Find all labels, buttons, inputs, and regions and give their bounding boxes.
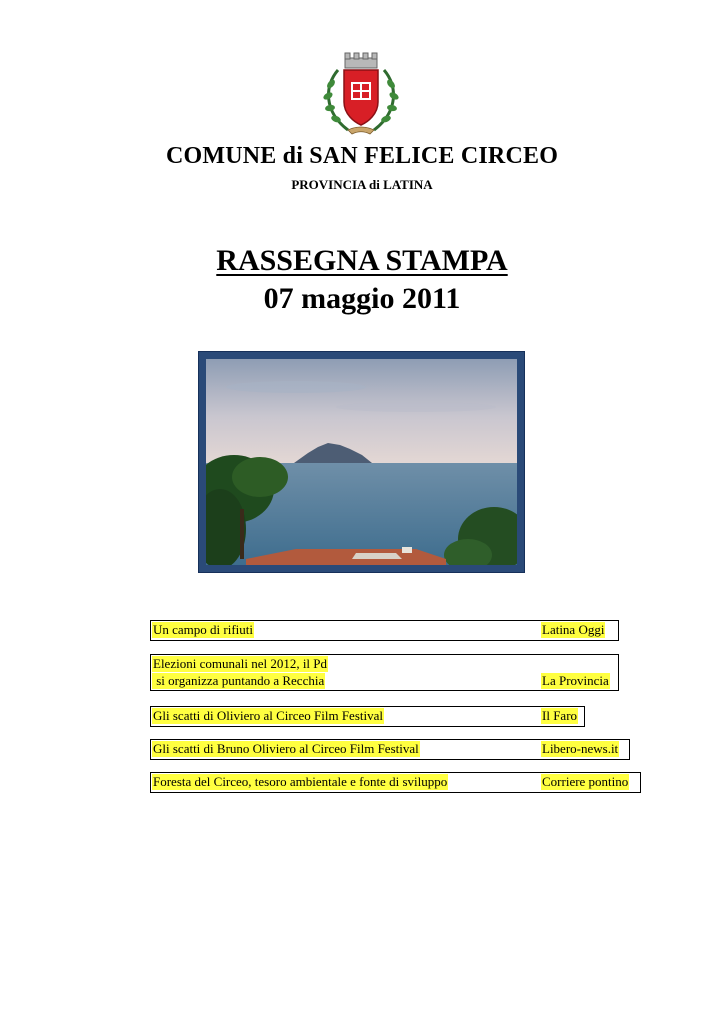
entry-headline: Gli scatti di Oliviero al Circeo Film Festival: [153, 708, 383, 723]
province-name: PROVINCIA di LATINA: [291, 177, 433, 192]
entry-headline: Un campo di rifiuti: [153, 622, 254, 637]
entry-source: Corriere pontino: [542, 774, 629, 789]
entry-headline: Foresta del Circeo, tesoro ambientale e fonte di sviluppo: [153, 774, 448, 789]
sea-view-photo: [206, 359, 517, 565]
document-title-text: RASSEGNA STAMPA: [216, 244, 508, 277]
entry-source: Il Faro: [542, 708, 578, 723]
photo-frame: [198, 351, 525, 573]
entry-source: Libero-news.it: [542, 741, 619, 756]
entry-headline: Elezioni comunali nel 2012, il Pd: [153, 656, 328, 671]
entry-source: Latina Oggi: [542, 622, 605, 637]
press-entry: [150, 620, 619, 641]
entry-headline-continued: si organizza puntando a Recchia: [153, 673, 325, 688]
press-entry: [150, 706, 585, 727]
press-entry: [150, 654, 619, 691]
press-entry: [150, 739, 630, 760]
entry-source: La Provincia: [542, 673, 609, 688]
coat-of-arms-icon: [318, 50, 404, 138]
municipality-name: COMUNE di SAN FELICE CIRCEO: [165, 143, 559, 169]
document-title: [0, 244, 724, 278]
document-date: 07 maggio 2011: [263, 282, 461, 315]
entry-headline: Gli scatti di Bruno Oliviero al Circeo Film Festival: [153, 741, 419, 756]
press-entry: [150, 772, 641, 793]
